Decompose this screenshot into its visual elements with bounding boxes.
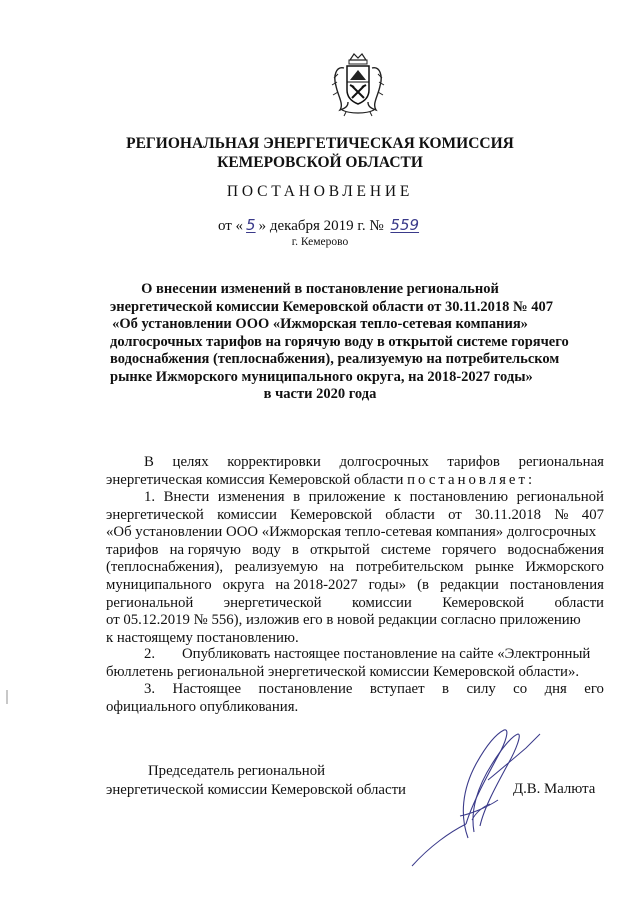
word: постановления [509,576,604,593]
word: вступает [369,681,425,697]
word: редакции [439,576,499,593]
word: системе [380,541,431,558]
intro-line-2 [106,472,604,490]
subject-line: энергетической комиссии Кемеровской области от 30.11.2018 № 407 [110,298,554,315]
word: 30.11.2018 [475,506,542,523]
item-1-line-7 [106,595,604,613]
word: Настоящее [172,681,242,697]
item-1-line-8: от 05.12.2019 № 556), изложив его в новой редакции согласно приложению [106,612,581,629]
word: округа [222,576,265,593]
signer-title-line-2: энергетической комиссии Кемеровской области [106,782,406,798]
item-1-line-4 [106,542,604,560]
item-3-paragraph [106,681,604,716]
coat-of-arms-icon [330,52,386,118]
word: энергетической [223,594,322,611]
word: тарифов [106,541,159,558]
word: Кемеровской [290,506,372,523]
date-day-handwritten: 5 [246,216,256,234]
word: открытой [309,541,370,558]
subject-line: рынке Ижморского муниципального округа, на 2018-2027 годы» [110,368,533,385]
word: № [554,506,569,523]
item-1-paragraph [106,489,604,647]
word: области [554,594,604,611]
item-number: 2. [144,646,156,662]
word: комиссии [217,506,277,523]
word: (в [417,576,430,593]
word: изменения [217,489,285,505]
subject-line: долгосрочных тарифов на горячую воду в открытой системе горячего [110,333,569,350]
word: приложение [308,489,386,505]
word: области [385,506,435,523]
word: муниципального [106,576,212,593]
intro-text: энергетическая комиссия Кемеровской области [106,471,404,488]
signer-title-line-1: Председатель региональной [148,763,326,779]
word: в [442,681,450,697]
word: В [144,454,154,470]
word: на горячую [169,541,241,558]
signer-title [106,762,406,800]
word: в [293,489,301,505]
subject-line: О внесении изменений в постановление региональной [141,281,499,297]
item-1-line-6 [106,577,604,595]
word: горячего [441,541,497,558]
intro-paragraph [106,454,604,489]
word: Внести [163,489,210,505]
word: долгосрочных [339,454,429,470]
word: на [329,559,345,576]
word: региональной [516,489,604,505]
word: его [584,681,604,697]
word: Кемеровской [442,594,525,611]
word: (теплоснабжения), [106,559,224,576]
document-type-title: ПОСТАНОВЛЕНИЕ [226,183,414,200]
item-3-line-2: официального опубликования. [106,698,299,715]
word: целях [172,454,209,470]
word: воду [252,541,281,558]
signer-name: Д.В. Малюта [513,781,596,797]
item-1-line-3: «Об установлении ООО «Ижморская тепло-сетевая компания» долгосрочных [106,524,597,541]
subject-line: водоснабжения (теплоснабжения), реализуемую на потребительском [110,351,560,367]
word: от [448,506,462,523]
document-city: г. Кемерово [291,236,349,248]
word: тарифов [447,454,500,470]
word: потребительском [355,559,464,576]
document-number-handwritten: 559 [390,216,420,234]
item-2-text: Опубликовать настоящее постановление на сайте «Электронный [182,646,591,662]
item-2-paragraph [106,646,604,681]
subject-line: в части 2020 года [263,386,377,402]
item-number: 1. [144,489,156,505]
word: водоснабжения [507,541,604,558]
word: дня [544,681,567,697]
item-1-line-2 [106,507,604,525]
word: 407 [581,506,604,523]
item-number: 3. [144,681,156,697]
word: региональная [518,454,604,470]
date-prefix: от « [217,218,244,234]
item-2-line-1 [106,646,604,664]
word: со [513,681,528,697]
word: корректировки [227,454,321,470]
item-1-line-1 [106,489,604,507]
item-2-line-2: бюллетень региональной энергетической комиссии Кемеровской области». [106,663,580,680]
date-suffix: » декабря 2019 г. № [258,218,384,234]
word: Ижморского [525,559,604,576]
item-1-line-5 [106,559,604,577]
word: постановлению [409,489,509,505]
word: комиссии [351,594,412,611]
word: на 2018-2027 [275,576,358,593]
word: годы» [368,576,407,593]
word: реализуемую [234,559,318,576]
intro-line-1 [106,454,604,472]
word: постановление [258,681,353,697]
word: энергетической [106,506,204,523]
word: к [393,489,402,505]
item-3-line-1 [106,681,604,699]
organization-name-line-1: РЕГИОНАЛЬНАЯ ЭНЕРГЕТИЧЕСКАЯ КОМИССИЯ [126,135,514,152]
word: в [291,541,299,558]
item-1-line-9: к настоящему постановлению. [106,629,299,646]
document-date-line [100,216,540,235]
word: региональной [106,594,194,611]
scan-margin-mark [6,690,8,704]
resolves-word: постановляет: [407,471,536,488]
document-subject [110,281,569,404]
organization-name-line-2: КЕМЕРОВСКОЙ ОБЛАСТИ [217,154,423,171]
word: рынке [475,559,514,576]
subject-line: «Об установлении ООО «Ижморская тепло-сетевая компания» [112,316,528,332]
word: силу [466,681,496,697]
